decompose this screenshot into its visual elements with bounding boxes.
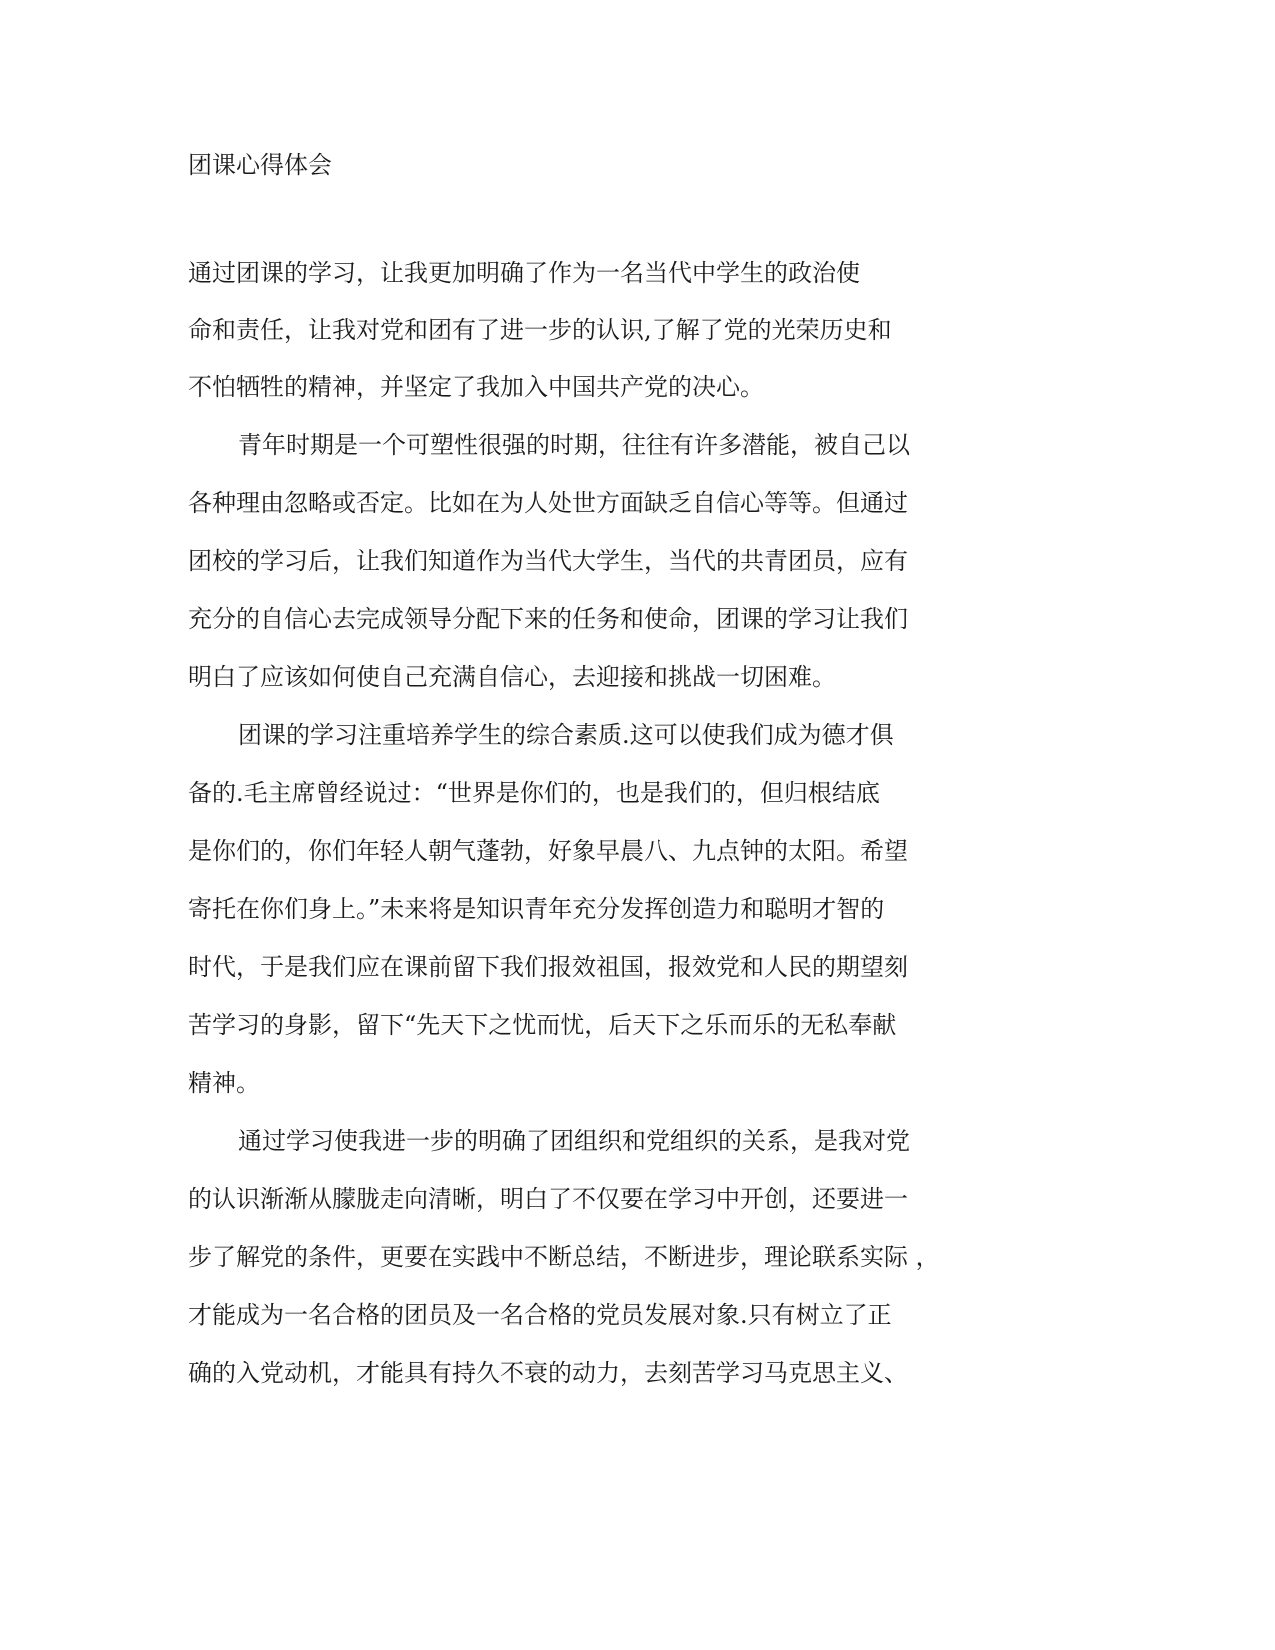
paragraph-1-line-2: 命和责任，让我对党和团有了进一步的认识,了解了党的光荣历史和 [188,316,892,344]
paragraph-4-line-5: 确的入党动机，才能具有持久不衰的动力，去刻苦学习马克思主义、 [188,1359,908,1387]
paragraph-1-line-1: 通过团课的学习，让我更加明确了作为一名当代中学生的政治使 [188,259,860,287]
paragraph-2-line-1: 青年时期是一个可塑性很强的时期，往往有许多潜能，被自己以 [238,431,910,459]
paragraph-2-line-5: 明白了应该如何使自己充满自信心，去迎接和挑战一切困难。 [188,663,836,691]
document-title: 团课心得体会 [188,151,332,179]
paragraph-3-line-3: 是你们的，你们年轻人朝气蓬勃，好象早晨八、九点钟的太阳。希望 [188,837,908,865]
paragraph-3-line-2: 备的.毛主席曾经说过：“世界是你们的，也是我们的，但归根结底 [188,779,880,807]
paragraph-1-line-3: 不怕牺牲的精神，并坚定了我加入中国共产党的决心。 [188,373,764,401]
paragraph-4-line-4: 才能成为一名合格的团员及一名合格的党员发展对象.只有树立了正 [188,1301,892,1329]
paragraph-3-line-6: 苦学习的身影，留下“先天下之忧而忧，后天下之乐而乐的无私奉献 [188,1011,897,1039]
paragraph-4-line-3: 步了解党的条件，更要在实践中不断总结，不断进步，理论联系实际 ， [188,1243,940,1271]
paragraph-3-line-1: 团课的学习注重培养学生的综合素质.这可以使我们成为德才俱 [238,721,894,749]
paragraph-2-line-3: 团校的学习后，让我们知道作为当代大学生，当代的共青团员，应有 [188,547,908,575]
paragraph-4-line-1: 通过学习使我进一步的明确了团组织和党组织的关系，是我对党 [238,1127,910,1155]
paragraph-3-line-4: 寄托在你们身上。”未来将是知识青年充分发挥创造力和聪明才智的 [188,895,885,923]
paragraph-2-line-4: 充分的自信心去完成领导分配下来的任务和使命，团课的学习让我们 [188,605,908,633]
paragraph-3-line-5: 时代，于是我们应在课前留下我们报效祖国，报效党和人民的期望刻 [188,953,908,981]
paragraph-2-line-2: 各种理由忽略或否定。比如在为人处世方面缺乏自信心等等。但通过 [188,489,908,517]
paragraph-4-line-2: 的认识渐渐从朦胧走向清晰，明白了不仅要在学习中开创，还要进一 [188,1185,908,1213]
paragraph-3-line-7: 精神。 [188,1069,260,1097]
